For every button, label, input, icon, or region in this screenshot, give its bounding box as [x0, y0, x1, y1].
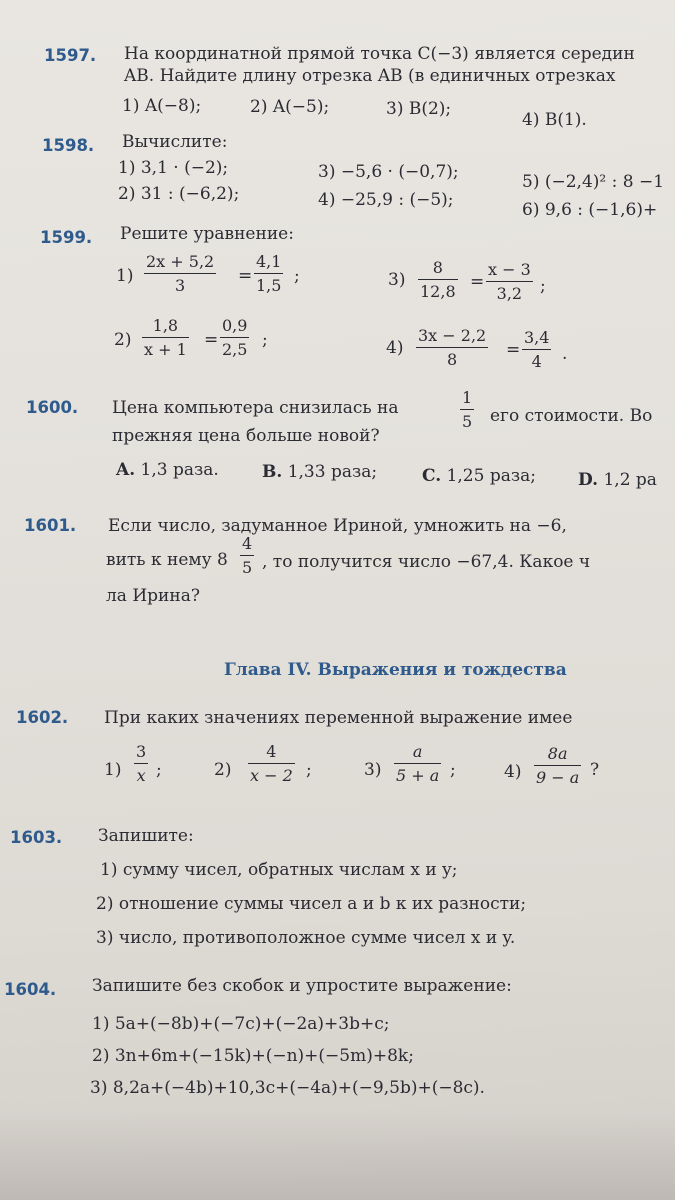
problem-1601-line1: Если число, задуманное Ириной, умножить на −6, [108, 516, 567, 536]
problem-1598-title: Вычислите: [122, 132, 228, 152]
eq1-label: 1) [116, 266, 134, 286]
problem-1603-item-3: 3) число, противоположное сумме чисел x и y. [96, 928, 516, 948]
problem-1598-item-4: 4) −25,9 : (−5); [318, 190, 454, 210]
problem-1604-item-1: 1) 5a+(−8b)+(−7c)+(−2a)+3b+c; [92, 1014, 390, 1034]
eq2-left-fraction [142, 316, 189, 359]
problem-1600-line2: прежняя цена больше новой? [112, 426, 380, 446]
problem-1604-title: Запишите без скобок и упростите выражение: [92, 976, 512, 996]
eq1-left-numerator: 2x + 5,2 [146, 252, 215, 271]
problem-1598-item-6: 6) 9,6 : (−1,6)+ [522, 200, 658, 220]
problem-1601-line3: ла Ирина? [106, 586, 200, 606]
problem-1603-item-1: 1) сумму чисел, обратных числам x и y; [100, 860, 458, 880]
fraction-bar [416, 347, 488, 348]
problem-1601-fraction-numerator: 4 [242, 534, 253, 553]
problem-1602-line1: При каких значениях переменной выражение имее [104, 708, 573, 728]
fraction-bar [142, 337, 189, 338]
eq2-equals: = [204, 330, 219, 350]
problem-1603-item-2: 2) отношение суммы чисел a и b к их разности; [96, 894, 527, 914]
problem-1603-title: Запишите: [98, 826, 194, 846]
item2-numerator: 4 [266, 742, 277, 761]
problem-1602-item1-fraction [134, 742, 148, 785]
problem-1602-item2-end: ; [306, 760, 312, 780]
eq2-right-denominator: 2,5 [222, 340, 248, 359]
fraction-bar [144, 273, 216, 274]
fraction-bar [240, 555, 254, 556]
problem-1597-line1: На координатной прямой точка C(−3) является середин [124, 44, 635, 64]
answer-option-a: A. 1,3 раза. [116, 460, 219, 480]
problem-1604-item-2: 2) 3n+6m+(−15k)+(−n)+(−5m)+8k; [92, 1046, 414, 1066]
eq2-left-numerator: 1,8 [152, 316, 179, 335]
eq3-right-denominator: 3,2 [496, 284, 523, 303]
eq3-right-numerator: x − 3 [488, 260, 531, 279]
problem-number-1603: 1603. [10, 828, 63, 847]
eq2-right-numerator: 0,9 [222, 316, 248, 335]
eq3-right-fraction [486, 260, 533, 303]
eq2-right-fraction [220, 316, 249, 359]
problem-1597-option-2: 2) A(−5); [250, 97, 330, 117]
eq3-left-denominator: 12,8 [420, 282, 456, 301]
problem-1598-item-3: 3) −5,6 · (−0,7); [318, 162, 459, 182]
eq1-left-denominator: 3 [175, 276, 186, 295]
problem-1602-item1-label: 1) [104, 760, 122, 780]
eq1-left-fraction [144, 252, 216, 295]
eq1-right-denominator: 1,5 [256, 276, 282, 295]
problem-1600-fraction-numerator: 1 [462, 388, 473, 407]
problem-number-1601: 1601. [24, 516, 77, 535]
eq4-left-numerator: 3x − 2,2 [418, 326, 487, 345]
eq1-end: ; [294, 266, 300, 286]
problem-1599-title: Решите уравнение: [120, 224, 294, 244]
eq3-left-fraction [418, 258, 458, 301]
eq3-end: ; [540, 276, 546, 296]
problem-1601-line2a: вить к нему 8 [106, 550, 228, 570]
fraction-bar [460, 409, 474, 410]
eq3-left-numerator: 8 [432, 258, 443, 277]
eq4-right-fraction [522, 328, 551, 371]
problem-number-1602: 1602. [16, 708, 69, 727]
eq2-label: 2) [114, 330, 132, 350]
eq1-right-numerator: 4,1 [256, 252, 282, 271]
item1-denominator: x [136, 766, 146, 785]
eq4-right-denominator: 4 [531, 352, 542, 371]
fraction-bar [394, 763, 441, 764]
eq4-equals: = [506, 340, 521, 360]
fraction-bar [220, 337, 249, 338]
chapter-heading: Глава IV. Выражения и тождества [224, 660, 567, 680]
problem-number-1597: 1597. [44, 46, 97, 65]
problem-1600-fraction [460, 388, 474, 431]
item4-denominator: 9 − a [536, 768, 580, 787]
problem-1600-fraction-denominator: 5 [462, 412, 473, 431]
problem-1602-item2-label: 2) [214, 760, 232, 780]
fraction-bar [522, 349, 551, 350]
item3-denominator: 5 + a [396, 766, 440, 785]
problem-1602-item3-fraction [394, 742, 441, 785]
item4-numerator: 8a [547, 744, 568, 763]
eq4-left-fraction [416, 326, 488, 369]
fraction-bar [418, 279, 458, 280]
problem-1602-item2-fraction [248, 742, 295, 785]
problem-1600-text-a: Цена компьютера снизилась на [112, 398, 399, 418]
eq1-right-fraction [254, 252, 283, 295]
problem-1602-item3-end: ; [450, 760, 456, 780]
problem-number-1600: 1600. [26, 398, 79, 417]
problem-1604-item-3: 3) 8,2a+(−4b)+10,3c+(−4a)+(−9,5b)+(−8c). [90, 1078, 485, 1098]
fraction-bar [534, 765, 581, 766]
answer-option-c: C. 1,25 раза; [422, 466, 536, 486]
problem-1597-option-3: 3) B(2); [386, 99, 452, 119]
answer-option-d: D. 1,2 ра [578, 470, 657, 490]
problem-1598-item-5: 5) (−2,4)² : 8 −1 [522, 172, 665, 192]
eq4-right-numerator: 3,4 [524, 328, 550, 347]
eq2-left-denominator: x + 1 [144, 340, 187, 359]
eq4-label: 4) [386, 338, 404, 358]
eq2-end: ; [262, 330, 268, 350]
problem-1602-item4-label: 4) [504, 762, 522, 782]
problem-1598-item-1: 1) 3,1 · (−2); [118, 158, 229, 178]
problem-number-1598: 1598. [42, 136, 95, 155]
eq3-label: 3) [388, 270, 406, 290]
fraction-bar [134, 763, 148, 764]
fraction-bar [248, 763, 295, 764]
problem-number-1599: 1599. [40, 228, 93, 247]
item3-numerator: a [412, 742, 423, 761]
problem-1601-fraction-denominator: 5 [242, 558, 253, 577]
problem-1598-item-2: 2) 31 : (−6,2); [118, 184, 240, 204]
problem-1597-option-4: 4) B(1). [522, 110, 587, 130]
eq3-equals: = [470, 272, 485, 292]
problem-number-1604: 1604. [4, 980, 57, 999]
item1-numerator: 3 [136, 742, 147, 761]
problem-1597-option-1: 1) A(−8); [122, 96, 202, 116]
fraction-bar [254, 273, 283, 274]
problem-1601-fraction [240, 534, 254, 577]
item2-denominator: x − 2 [250, 766, 293, 785]
problem-1597-line2: AB. Найдите длину отрезка AB (в единичных отрезках [124, 66, 616, 86]
eq1-equals: = [238, 266, 253, 286]
problem-1602-item4-end: ? [590, 760, 600, 780]
eq4-left-denominator: 8 [447, 350, 458, 369]
problem-1602-item3-label: 3) [364, 760, 382, 780]
answer-option-b: B. 1,33 раза; [262, 462, 378, 482]
problem-1601-line2b: , то получится число −67,4. Какое ч [262, 552, 591, 572]
fraction-bar [486, 281, 533, 282]
problem-1600-text-b: его стоимости. Во [490, 406, 653, 426]
eq4-end: . [562, 344, 568, 364]
problem-1602-item4-fraction [534, 744, 581, 787]
page-shadow [0, 1110, 675, 1200]
problem-1602-item1-end: ; [156, 760, 162, 780]
